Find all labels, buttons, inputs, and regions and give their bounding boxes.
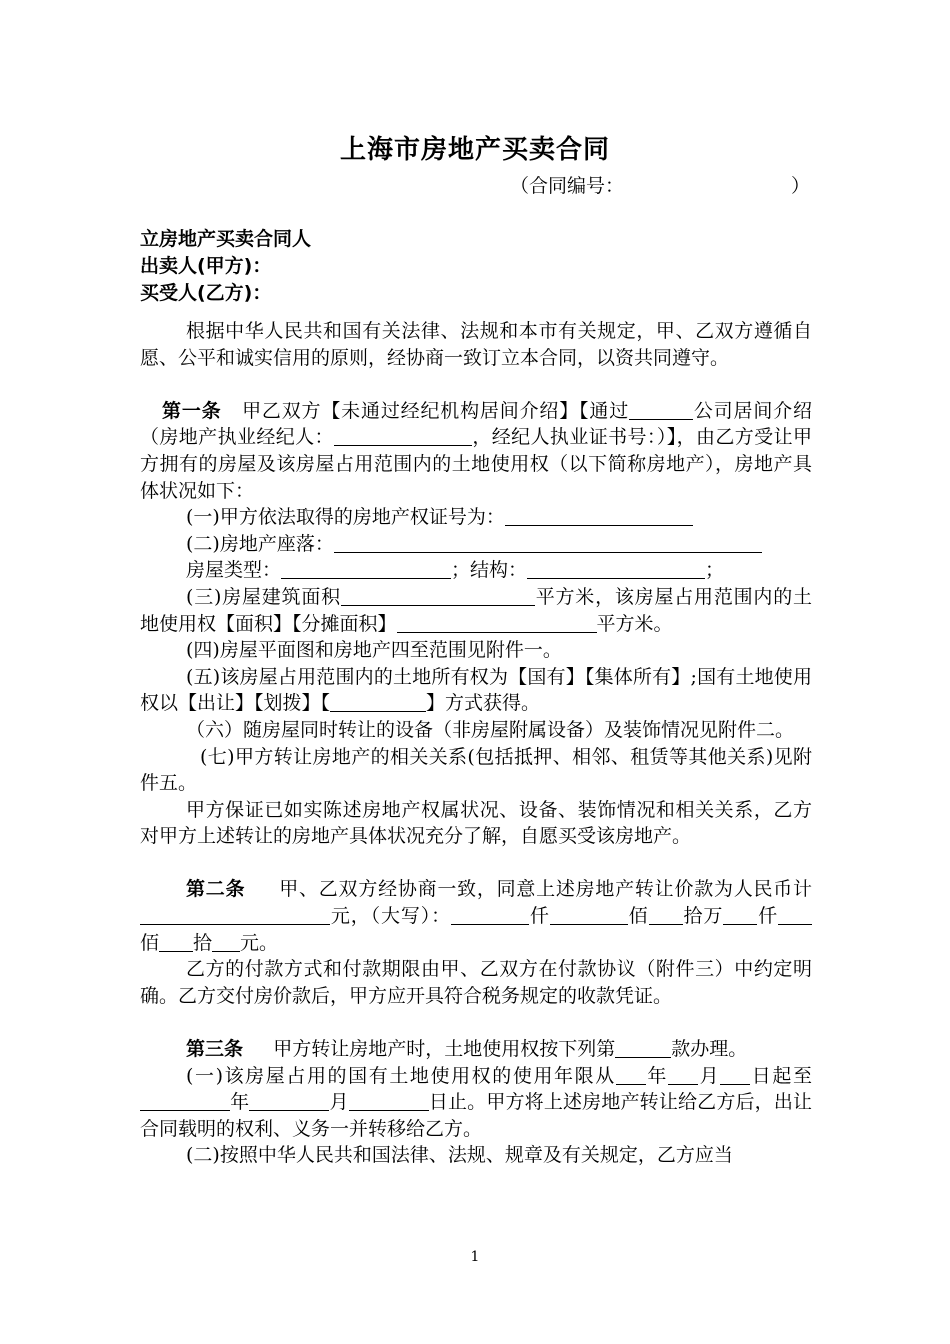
contract-title: 上海市房地产买卖合同 [339, 135, 610, 165]
land-area-blank [397, 614, 597, 633]
article1-item2: (二)房地产座落： [140, 531, 812, 558]
article3-intro: 第三条 甲方转让房地产时，土地使用权按下列第 款办理。 [186, 1038, 748, 1061]
article1-label: 第一条 [162, 399, 222, 422]
structure-blank [527, 560, 705, 579]
parties-heading: 立房地产买卖合同人 [140, 228, 312, 250]
parties-block [140, 226, 820, 307]
article2-payment: 乙方的付款方式和付款期限由甲、乙双方在付款协议（附件三）中约定明确。乙方交付房价款后，甲方应开具符合税务规定的收款凭证。 [140, 958, 812, 1007]
contract-number [510, 172, 810, 200]
article3-item2: (二)按照中华人民共和国法律、法规、规章及有关规定，乙方应当 [186, 1144, 733, 1167]
contract-number-label: （合同编号： [510, 175, 625, 197]
article3-item1: (一)该房屋占用的国有土地使用权的使用年限从 年 月 日起至年 月 日止。甲方将上述房地产转让给乙方后，出让合同载明的权利、义务一并转移给乙方。 [140, 1064, 812, 1140]
contract-body [140, 318, 812, 1169]
article3-label: 第三条 [186, 1038, 244, 1061]
article1-item7: (七)甲方转让房地产的相关关系(包括抵押、相邻、租赁等其他关系)见附件五。 [140, 745, 812, 795]
house-type-blank [281, 560, 451, 579]
seller-line: 出卖人(甲方)： [140, 255, 272, 277]
certificate-number-blank [505, 507, 693, 526]
article1-item1: (一)甲方依法取得的房地产权证号为： [140, 504, 812, 531]
article1-intro: 第一条 甲乙双方【未通过经纪机构居间介绍】【通过 公司居间介绍（房地产执业经纪人： ，经纪人执业证书号：）】，由乙方受让甲方拥有的房屋及该房屋占用范围内的土地使用权（以下简称房地产），房地产具体状况如下： [140, 399, 812, 502]
article1-item5: (五)该房屋占用范围内的土地所有权为【国有】【集体所有】;国有土地使用权以【出让】【划拨】【 】方式获得。 [140, 665, 812, 715]
article1-guarantee: 甲方保证已如实陈述房地产权属状况、设备、装饰情况和相关关系，乙方对甲方上述转让的房地产具体状况充分了解，自愿买受该房地产。 [140, 798, 812, 848]
article1-house-type: 房屋类型： ；结构： ； [186, 559, 725, 582]
article2-label: 第二条 [186, 878, 246, 901]
article1-item3: (三)房屋建筑面积 平方米，该房屋占用范围内的土地使用权【面积】【分摊面积】 平方米。 [140, 585, 812, 635]
buyer-line: 买受人(乙方)： [140, 282, 272, 304]
preamble: 根据中华人民共和国有关法律、法规和本市有关规定，甲、乙双方遵循自愿、公平和诚实信用的原则，经协商一致订立本合同，以资共同遵守。 [140, 320, 812, 369]
agency-blank [629, 401, 693, 420]
contract-number-close: ） [790, 175, 810, 197]
location-blank [334, 534, 762, 553]
land-acquire-blank [330, 693, 426, 712]
article1-item6: （六）随房屋同时转让的设备（非房屋附属设备）及装饰情况见附件二。 [186, 718, 795, 741]
broker-name-blank [334, 427, 472, 446]
price-number-blank [140, 906, 330, 925]
floor-area-blank [341, 587, 535, 606]
article2-price: 第二条 甲、乙双方经协商一致，同意上述房地产转让价款为人民币计元，（大写）： 仟 佰 拾万 仟佰 拾 元。 [140, 878, 812, 954]
clause-choice-blank [615, 1039, 671, 1058]
article1-item4: (四)房屋平面图和房地产四至范围见附件一。 [186, 639, 562, 662]
page-number: 1 [470, 1249, 480, 1265]
